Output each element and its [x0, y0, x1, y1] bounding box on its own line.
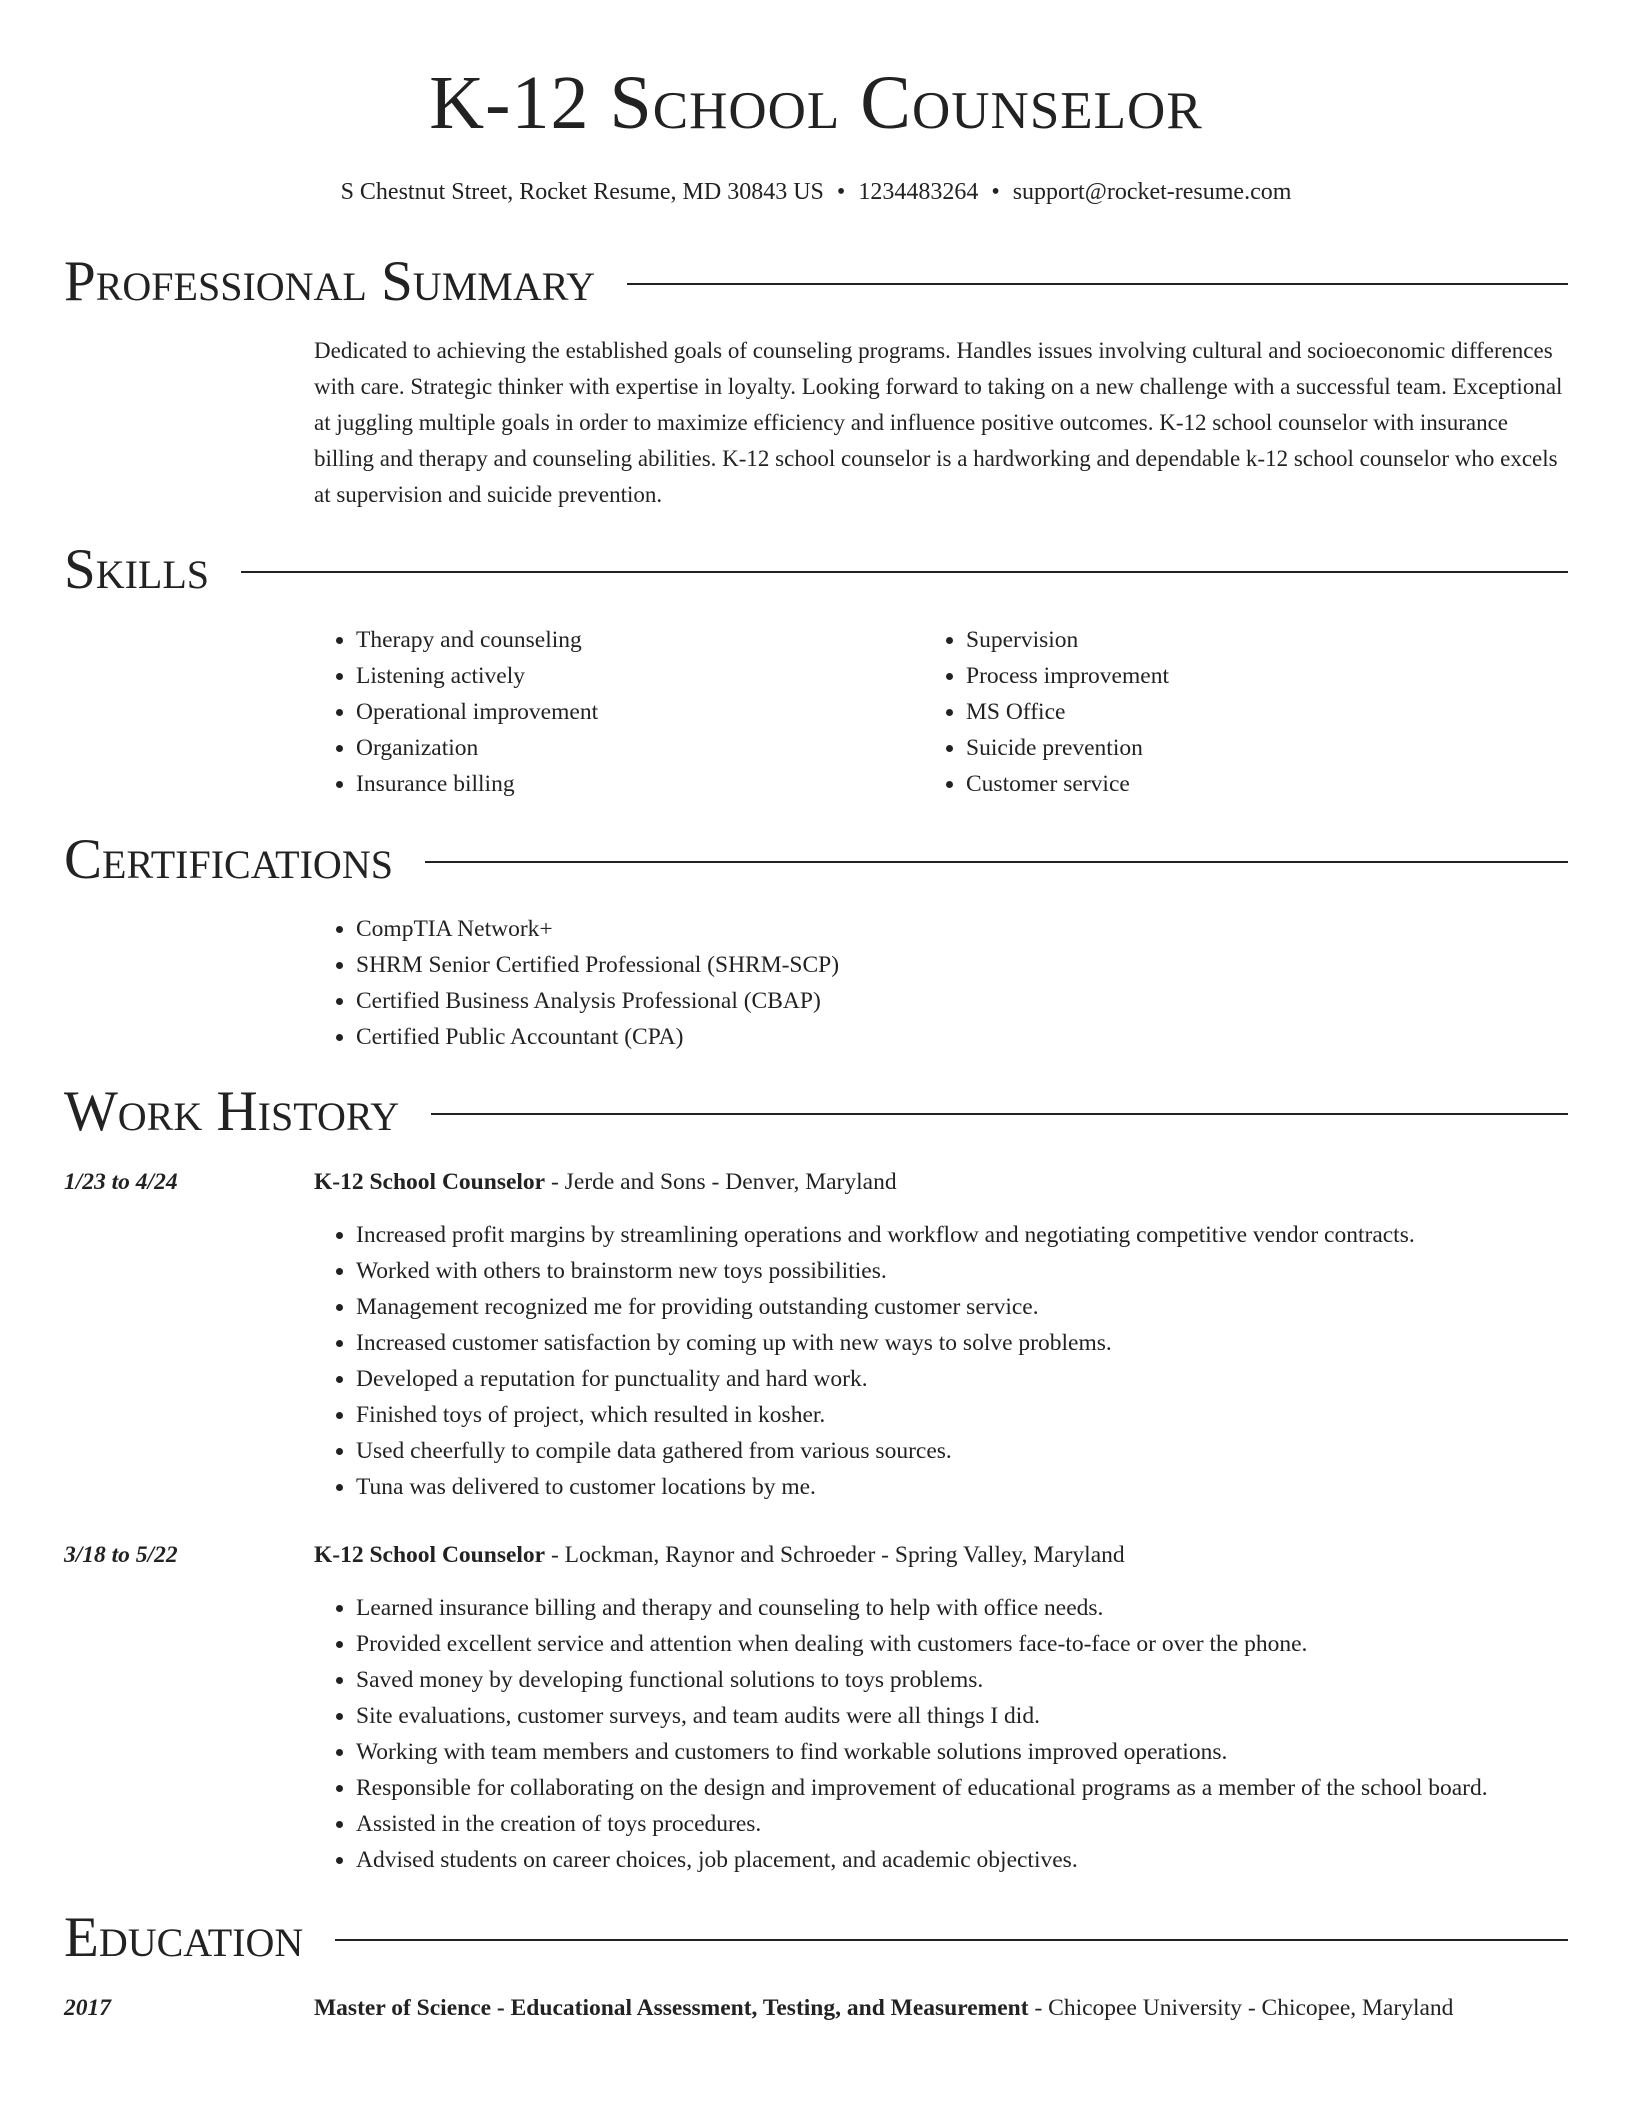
- certification-item: • Certified Business Analysis Professional (CBAP): [356, 983, 1556, 1019]
- skills-list-right: [922, 622, 1526, 802]
- job-bullets: [312, 1217, 1632, 1505]
- education-degree: Master of Science - Educational Assessment, Testing, and Measurement: [314, 1995, 1029, 2021]
- candidate-name: K-12 School Counselor: [429, 61, 1203, 145]
- skills-section-header: [64, 538, 1568, 602]
- job-bullet: • Working with team members and customers to find workable solutions improved operations.: [356, 1734, 1632, 1770]
- skill-item: • Customer service: [966, 766, 1526, 802]
- contact-separator: •: [836, 179, 846, 205]
- job-bullet: • Worked with others to brainstorm new toys possibilities.: [356, 1253, 1632, 1289]
- section-divider: [425, 861, 1568, 863]
- section-divider: [627, 283, 1568, 285]
- job-role: K-12 School Counselor: [314, 1542, 546, 1568]
- job-bullets: [312, 1590, 1632, 1878]
- certification-item: • Certified Public Accountant (CPA): [356, 1019, 1556, 1055]
- skill-item: • Organization: [356, 730, 916, 766]
- skills-list-left: [312, 622, 916, 802]
- work-section-title: Work History: [64, 1080, 400, 1143]
- job-role: K-12 School Counselor: [314, 1169, 546, 1195]
- job-bullet: • Used cheerfully to compile data gathered from various sources.: [356, 1433, 1632, 1469]
- job-bullet: • Tuna was delivered to customer locations by me.: [356, 1469, 1632, 1505]
- education-entry: [314, 1989, 1570, 2027]
- summary-text: Dedicated to achieving the established goals of counseling programs. Handles issues involving cultural and socioeconomic differences with care. Strategic thinker with expertise in loyalty. Looking forward to taking on a new challenge with a successful team. Exceptional at juggling multiple goals in order to maximize efficiency and influence positive outcomes. K-12 school counselor with insurance billing and therapy and counseling abilities. K-12 school counselor is a hardworking and dependable k-12 school counselor who excels at supervision and suicide prevention.: [314, 338, 1563, 507]
- skills-section-title: Skills: [64, 538, 210, 601]
- skill-item: • Suicide prevention: [966, 730, 1526, 766]
- job-employer: - Lockman, Raynor and Schroeder - Spring Valley, Maryland: [545, 1542, 1125, 1568]
- job-bullet: • Responsible for collaborating on the design and improvement of educational programs as a member of the school board.: [356, 1770, 1632, 1806]
- education-year: 2017: [64, 1995, 111, 2021]
- section-divider: [431, 1113, 1568, 1115]
- job-title-line: [314, 1163, 1570, 1201]
- section-divider: [241, 571, 1568, 573]
- job-bullet: • Increased profit margins by streamlining operations and workflow and negotiating competitive vendor contracts.: [356, 1217, 1632, 1253]
- job-dates: 3/18 to 5/22: [64, 1542, 178, 1568]
- job-bullet: • Site evaluations, customer surveys, and team audits were all things I did.: [356, 1698, 1632, 1734]
- education-school: - Chicopee University - Chicopee, Maryland: [1028, 1995, 1454, 2021]
- job-bullet: • Provided excellent service and attention when dealing with customers face-to-face or over the phone.: [356, 1626, 1632, 1662]
- job-bullet: • Finished toys of project, which resulted in kosher.: [356, 1397, 1632, 1433]
- job-bullet: • Developed a reputation for punctuality and hard work.: [356, 1361, 1632, 1397]
- skill-item: • Process improvement: [966, 658, 1526, 694]
- skill-item: • Supervision: [966, 622, 1526, 658]
- summary-section-header: [64, 250, 1568, 314]
- contact-email[interactable]: support@rocket-resume.com: [1012, 179, 1292, 205]
- skill-item: • Insurance billing: [356, 766, 916, 802]
- certification-item: • SHRM Senior Certified Professional (SHRM-SCP): [356, 947, 1556, 983]
- certifications-section-header: [64, 828, 1568, 892]
- certifications-list: [312, 911, 1556, 1055]
- education-section-title: Education: [64, 1906, 304, 1969]
- contact-line: [0, 176, 1632, 208]
- certifications-section-title: Certifications: [64, 828, 393, 891]
- contact-separator: •: [991, 179, 1000, 205]
- education-section-header: [64, 1906, 1568, 1970]
- job-employer: - Jerde and Sons - Denver, Maryland: [545, 1169, 897, 1195]
- job-title-line: [314, 1536, 1570, 1574]
- job-bullet: • Increased customer satisfaction by coming up with new ways to solve problems.: [356, 1325, 1632, 1361]
- skill-item: • Operational improvement: [356, 694, 916, 730]
- contact-phone: 1234483264: [858, 179, 979, 205]
- job-bullet: • Saved money by developing functional solutions to toys problems.: [356, 1662, 1632, 1698]
- work-section-header: [64, 1080, 1568, 1144]
- skill-item: • Listening actively: [356, 658, 916, 694]
- job-bullet: • Assisted in the creation of toys procedures.: [356, 1806, 1632, 1842]
- skill-item: • MS Office: [966, 694, 1526, 730]
- summary-section-title: Professional Summary: [64, 250, 596, 313]
- job-dates: 1/23 to 4/24: [64, 1169, 178, 1195]
- job-bullet: • Advised students on career choices, job placement, and academic objectives.: [356, 1842, 1632, 1878]
- job-bullet: • Learned insurance billing and therapy and counseling to help with office needs.: [356, 1590, 1632, 1626]
- job-bullet: • Management recognized me for providing outstanding customer service.: [356, 1289, 1632, 1325]
- skill-item: • Therapy and counseling: [356, 622, 916, 658]
- contact-address: S Chestnut Street, Rocket Resume, MD 30843 US: [340, 179, 824, 205]
- section-divider: [335, 1939, 1568, 1941]
- certification-item: • CompTIA Network+: [356, 911, 1556, 947]
